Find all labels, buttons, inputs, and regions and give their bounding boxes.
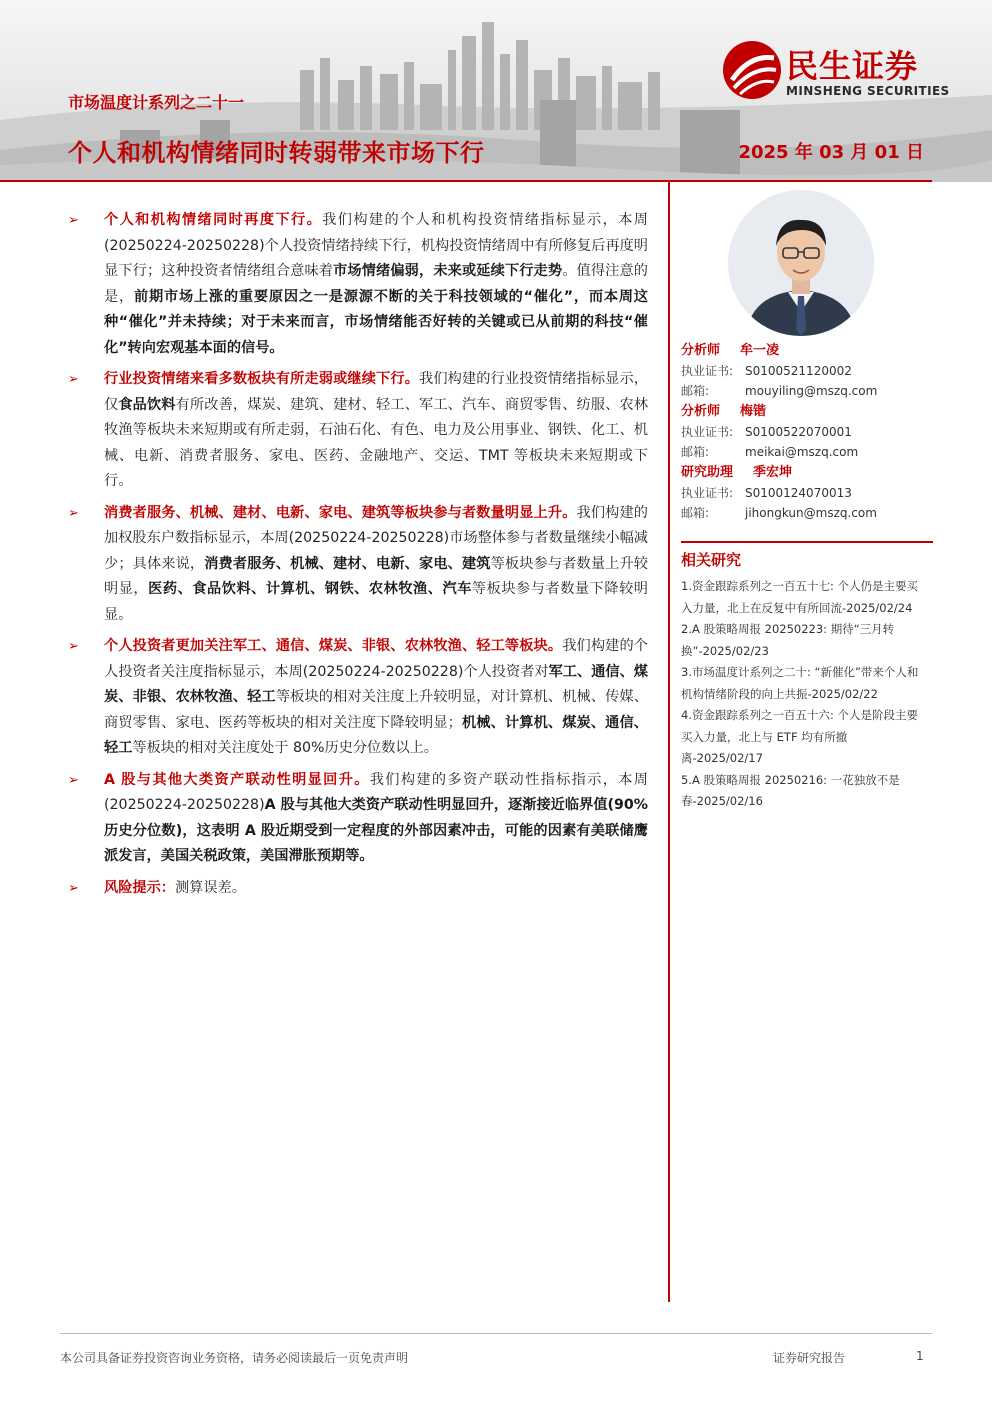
footer-report-type: 证券研究报告	[773, 1351, 846, 1365]
analyst-email-row	[681, 381, 931, 401]
body-text: 我们构建的行业投资情绪指标显示，仅	[104, 371, 648, 413]
summary-paragraph	[68, 634, 648, 762]
analyst-role: 分析师	[681, 404, 721, 419]
footer-disclaimer: 本公司具备证券投资咨询业务资格，请务必阅读最后一页免责声明	[60, 1351, 409, 1365]
bullet-arrow-icon: ➢	[68, 880, 79, 896]
minsheng-logo	[722, 38, 972, 104]
paragraph-lead: A 股与其他大类资产联动性明显回升。	[104, 771, 370, 788]
body-text: 我们构建的多资产联动性指标指示，本周(20250224-20250228)	[104, 771, 648, 813]
related-research-item[interactable]: 4.资金跟踪系列之一百五十六: 个人是阶段主要买入力量，北上与 ETF 均有所撤离-2025/02/17	[681, 708, 918, 765]
body-text: 等板块参与者数量下降较明显。	[104, 581, 648, 623]
bullet-arrow-icon: ➢	[68, 772, 79, 788]
body-text: 。值得注意的是，	[104, 263, 648, 305]
paragraph-lead: 个人和机构情绪同时再度下行。	[104, 212, 323, 228]
summary-paragraph	[68, 208, 648, 361]
related-divider	[681, 541, 933, 543]
cert-number: S0100124070013	[745, 486, 852, 500]
analyst-name: 牟一凌	[740, 343, 780, 358]
analyst-name-row	[681, 462, 931, 483]
emphasis-text: 机械、计算机、煤炭、通信、轻工	[104, 714, 648, 756]
cert-label: 执业证书:	[681, 364, 734, 378]
related-research-list	[681, 576, 929, 813]
email-address[interactable]: mouyiling@mszq.com	[745, 384, 878, 398]
body-text: 我们构建的个人和机构投资情绪指标显示，本周(20250224-20250228)个人投资情绪持续下行，机构投资情绪周中有所修复后再度明显下行；这种投资者情绪组合意味着	[104, 212, 648, 279]
email-address[interactable]: jihongkun@mszq.com	[745, 506, 877, 520]
column-divider	[668, 182, 670, 1302]
analyst-portrait-icon	[728, 190, 874, 336]
related-research-item[interactable]: 3.市场温度计系列之二十: “新催化”带来个人和机构情绪阶段的向上共振-2025/02/22	[681, 665, 919, 701]
analyst-photo	[728, 190, 874, 336]
analyst-cert-row	[681, 361, 931, 381]
footer-divider	[60, 1333, 932, 1334]
analyst-info	[681, 340, 931, 523]
bullet-arrow-icon: ➢	[68, 213, 79, 228]
cert-number: S0100522070001	[745, 425, 852, 439]
analyst-role: 研究助理	[681, 465, 734, 480]
analyst-email-row	[681, 503, 931, 523]
minsheng-logo-mark-icon	[722, 40, 782, 100]
paragraph-lead: 消费者服务、机械、建材、电新、家电、建筑等板块参与者数量明显上升。	[104, 504, 577, 521]
email-label: 邮箱:	[681, 384, 710, 398]
summary-paragraph	[68, 501, 648, 629]
emphasis-text: 医药、食品饮料、计算机、钢铁、农林牧渔、汽车	[148, 581, 472, 597]
report-title: 个人和机构情绪同时转弱带来市场下行	[68, 139, 485, 167]
email-label: 邮箱:	[681, 445, 710, 459]
bullet-arrow-icon: ➢	[68, 372, 79, 387]
related-research-title: 相关研究	[681, 551, 742, 569]
header-divider	[0, 180, 932, 182]
bullet-arrow-icon: ➢	[68, 639, 79, 654]
bullet-arrow-icon: ➢	[68, 505, 79, 521]
paragraph-lead: 行业投资情绪来看多数板块有所走弱或继续下行。	[104, 371, 420, 387]
summary-paragraph	[68, 876, 648, 902]
body-text: 我们构建的加权股东户数指标显示，本周(20250224-20250228)市场整体参与者数量继续小幅减少；具体来说，	[104, 504, 648, 572]
logo-name: 民生证券	[786, 47, 919, 85]
related-research-item[interactable]: 1.资金跟踪系列之一百五十七: 个人仍是主要买入力量，北上在反复中有所回流-2025/02/24	[681, 579, 918, 615]
paragraph-lead: 风险提示：	[104, 879, 175, 896]
page-number: 1	[916, 1349, 924, 1363]
body-text: 等板块的相对关注度处于 80%历史分位数以上。	[132, 740, 438, 756]
body-text: 测算误差。	[174, 879, 246, 896]
report-date: 2025 年 03 月 01 日	[738, 142, 924, 163]
summary-paragraph	[68, 768, 648, 870]
analyst-name-row	[681, 340, 931, 361]
emphasis-text: 食品饮料	[118, 396, 176, 413]
email-address[interactable]: meikai@mszq.com	[745, 445, 859, 459]
analyst-role: 分析师	[681, 343, 721, 358]
series-label: 市场温度计系列之二十一	[68, 93, 245, 112]
cert-label: 执业证书:	[681, 425, 734, 439]
related-research-item[interactable]: 5.A 股策略周报 20250216: 一花独放不是春-2025/02/16	[681, 772, 900, 808]
emphasis-text: 前期市场上涨的重要原因之一是源源不断的关于科技领域的“催化”，而本周这种“催化”并未持续；对于未来而言，市场情绪能否好转的关键或已从前期的科技“催化”转向宏观基本面的信号。	[104, 288, 648, 356]
paragraph-lead: 个人投资者更加关注军工、通信、煤炭、非银、农林牧渔、轻工等板块。	[104, 638, 563, 654]
body-text: 等板块的相对关注度上升较明显，对计算机、机械、传媒、商贸零售、家电、医药等板块的相对关注度下降较明显；	[104, 689, 648, 731]
emphasis-text: 军工、通信、煤炭、非银、农林牧渔、轻工	[104, 663, 648, 705]
analyst-cert-row	[681, 422, 931, 442]
analyst-cert-row	[681, 483, 931, 503]
emphasis-text: 消费者服务、机械、建材、电新、家电、建筑	[204, 555, 491, 572]
cert-number: S0100521120002	[745, 364, 852, 378]
email-label: 邮箱:	[681, 506, 710, 520]
analyst-name: 季宏坤	[753, 465, 793, 480]
header-banner	[0, 0, 992, 182]
emphasis-text: A 股与其他大类资产联动性明显回升，逐渐接近临界值(90%历史分位数)，这表明 A 股近期受到一定程度的外部因素冲击，可能的因素有美联储鹰派发言，美国关税政策，美国滞胀预期等。	[104, 797, 648, 864]
body-text: 有所改善，煤炭、建筑、建材、轻工、军工、汽车、商贸零售、纺服、农林牧渔等板块未来短期或有所走弱，石油石化、有色、电力及公用事业、钢铁、化工、机械、电新、消费者服务、家电、医药、金融地产、交运、TMT 等板块未来短期或下行。	[104, 396, 648, 489]
related-research-item[interactable]: 2.A 股策略周报 20250223: 期待“三月转换”-2025/02/23	[681, 622, 895, 658]
analyst-name-row	[681, 401, 931, 422]
summary-body	[68, 208, 648, 907]
body-text: 我们构建的个人投资者关注度指标显示，本周(20250224-20250228)个人投资者对	[104, 638, 648, 680]
logo-english-name: MINSHENG SECURITIES	[786, 84, 950, 98]
analyst-email-row	[681, 442, 931, 462]
summary-paragraph	[68, 367, 648, 495]
analyst-name: 梅锴	[740, 404, 767, 419]
cert-label: 执业证书:	[681, 486, 734, 500]
emphasis-text: 市场情绪偏弱，未来或延续下行走势	[333, 263, 563, 279]
body-text: 等板块参与者数量上升较明显，	[104, 555, 648, 597]
